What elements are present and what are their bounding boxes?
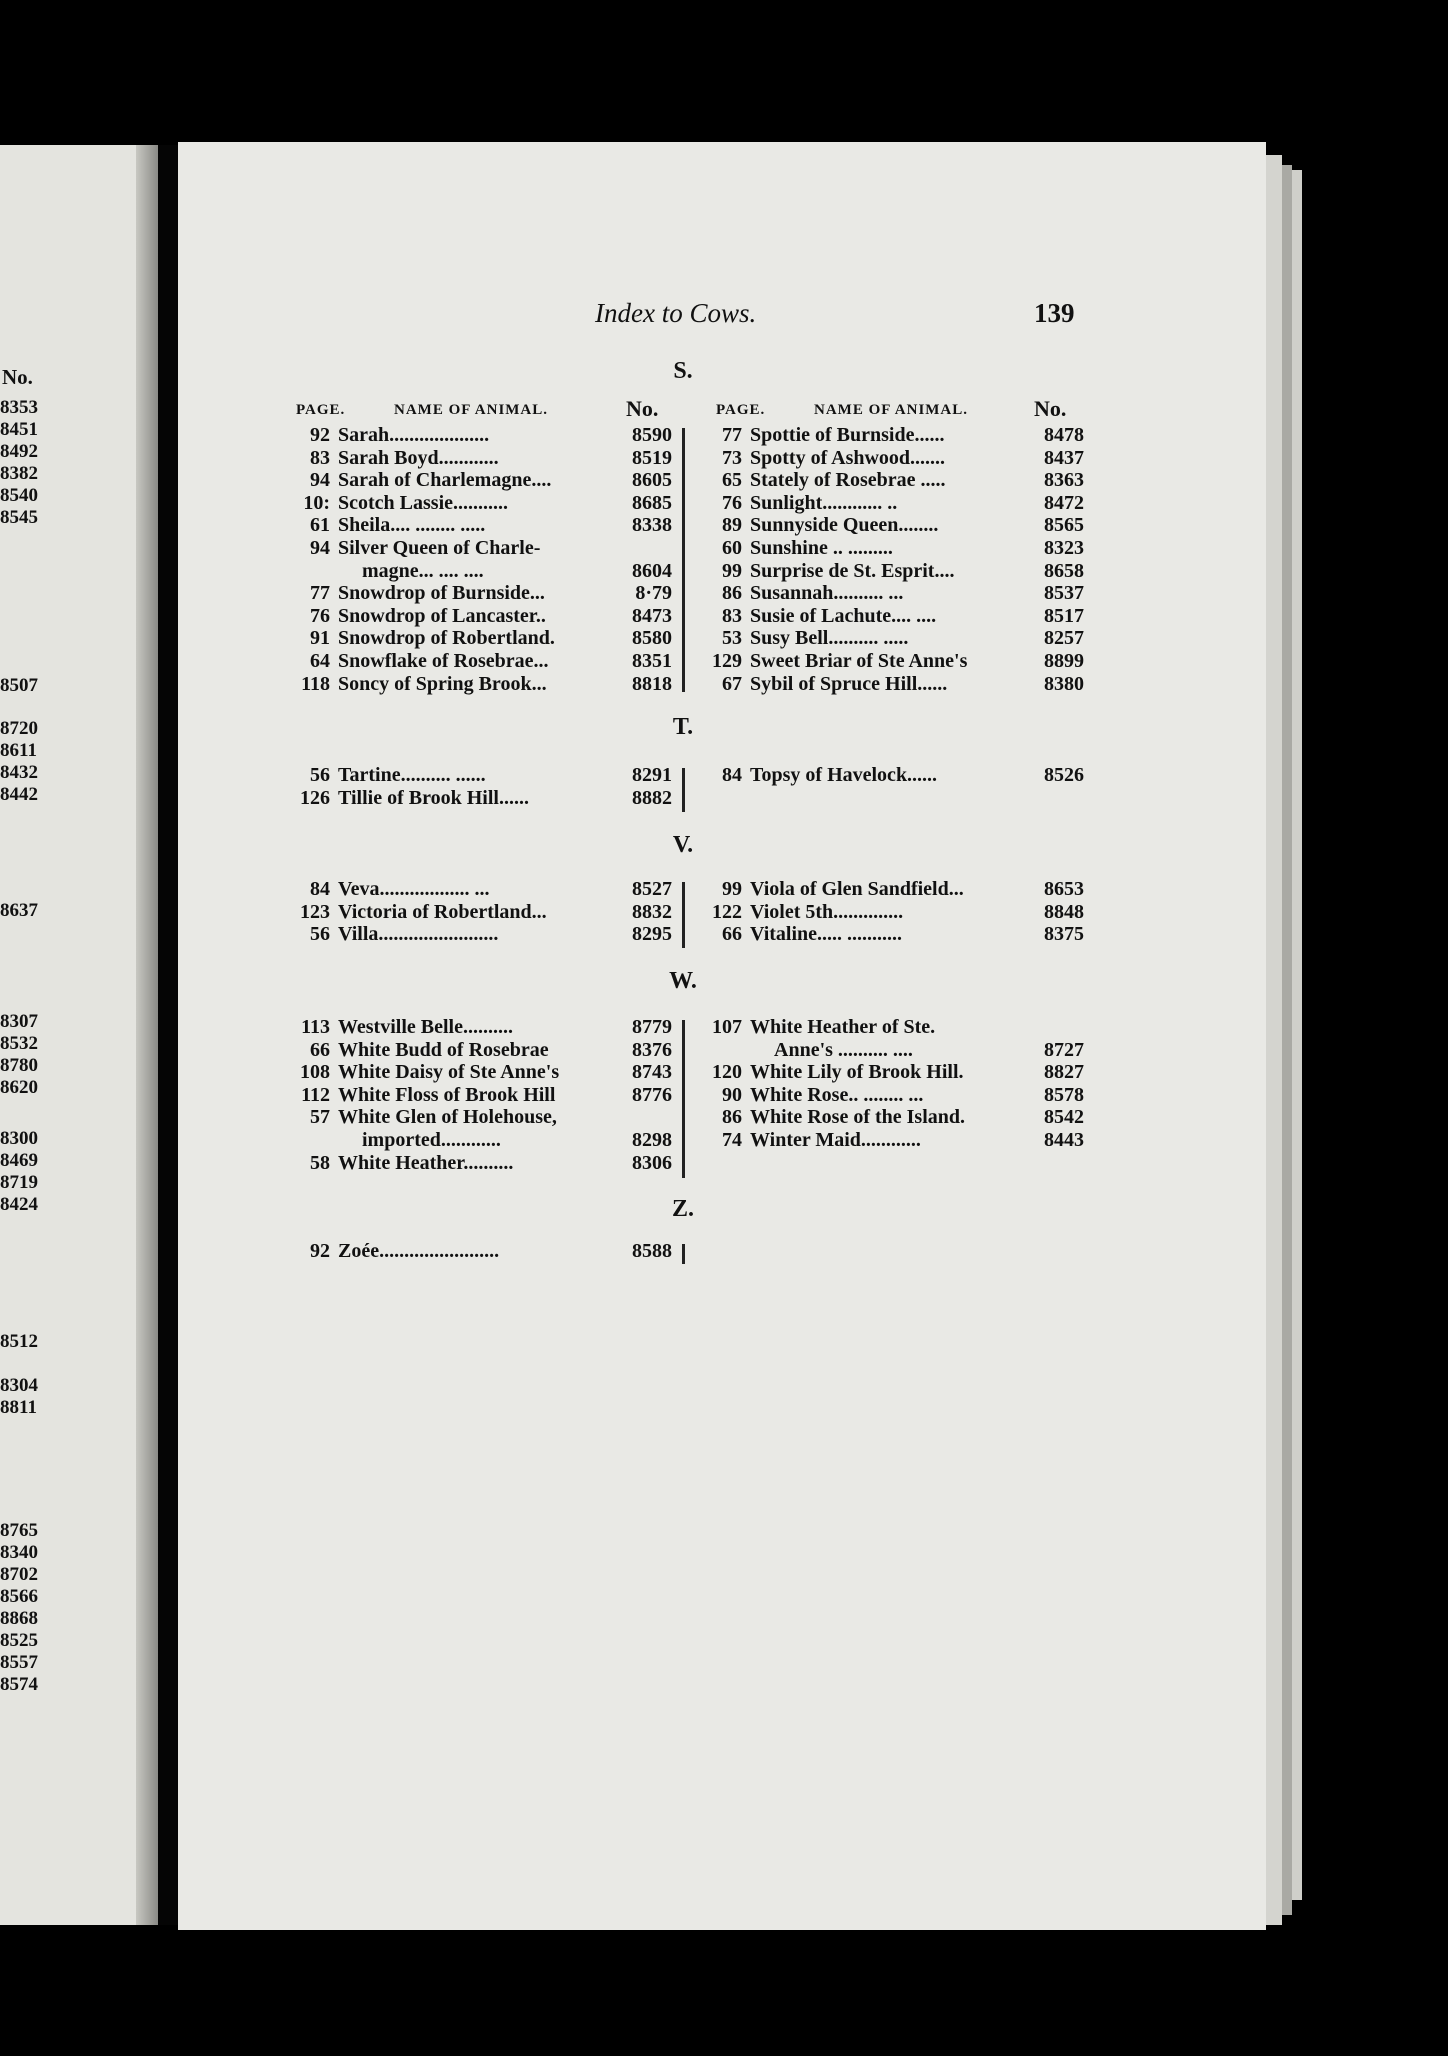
entry-herd-number: 8472 [1044,491,1084,514]
index-entry [282,424,672,447]
entry-page-ref: 83 [722,604,742,627]
entry-herd-number: 8658 [1044,559,1084,582]
entry-animal-name: White Glen of Holehouse, [338,1106,557,1129]
entry-herd-number: 8653 [1044,878,1084,900]
left-number: 8811 [0,1397,37,1418]
entry-animal-name: Snowflake of Rosebrae... [338,649,549,672]
entry-herd-number: 8473 [632,604,672,627]
index-entry [282,605,672,628]
entry-page-ref: 129 [712,649,742,672]
entry-page-ref: 77 [310,582,330,605]
left-number: 8525 [0,1630,38,1651]
entry-herd-number: 8298 [632,1128,672,1151]
index-entry [282,764,672,787]
left-number: 8780 [0,1055,38,1076]
book-spine [158,145,178,1925]
col-header-page: PAGE. [716,402,766,418]
left-number: 8507 [0,675,38,696]
left-number: 8382 [0,463,38,484]
entry-herd-number: 8537 [1044,582,1084,605]
entry-herd-number: 8604 [632,559,672,582]
entry-animal-name: Sarah.................... [338,424,490,446]
left-number: 8432 [0,762,38,783]
col-header-name: NAME OF ANIMAL. [814,402,969,418]
entry-animal-name: Viola of Glen Sandfield... [750,878,964,900]
index-entry [282,492,672,515]
index-entry [282,1240,672,1263]
left-number: 8442 [0,784,38,805]
col-header-name: NAME OF ANIMAL. [394,402,549,418]
index-entry [282,650,672,673]
entry-herd-number: 8776 [632,1083,672,1106]
entry-animal-name: Sunshine .. ......... [750,536,893,559]
entry-animal-name: imported............ [362,1128,501,1151]
left-number-group [0,397,38,529]
entry-animal-name: Tartine.......... ...... [338,764,486,786]
left-column-header: No. [2,365,33,389]
section-z-left-column [282,1240,672,1263]
entry-animal-name: Susie of Lachute.... .... [750,604,937,627]
left-number: 8637 [0,900,38,921]
section-letter-t: T. [672,714,694,740]
entry-herd-number: 8580 [632,627,672,650]
left-number: 8611 [0,740,37,761]
section-s-right-column [694,424,1084,695]
entry-page-ref: 74 [722,1128,742,1151]
entry-herd-number: 8588 [632,1240,672,1262]
col-header-page: PAGE. [296,402,346,418]
entry-animal-name: Victoria of Robertland... [338,900,547,923]
entry-herd-number: 8376 [632,1038,672,1061]
left-number-group [0,718,38,806]
entry-herd-number: 8779 [632,1016,672,1038]
entry-animal-name: White Lily of Brook Hill. [750,1061,964,1084]
index-entry [694,1106,1084,1129]
entry-herd-number: 8832 [632,900,672,923]
page-gutter [136,145,158,1925]
index-entry [694,650,1084,673]
entry-page-ref: 99 [722,559,742,582]
entry-animal-name: Susannah.......... ... [750,582,904,605]
index-entry [282,787,672,810]
entry-herd-number: 8848 [1044,900,1084,923]
entry-page-ref: 94 [310,536,330,559]
entry-page-ref: 89 [722,514,742,537]
column-divider [682,1244,685,1264]
entry-animal-name: Sunlight............ .. [750,491,898,514]
index-entry [282,1152,672,1175]
column-divider [682,428,685,692]
left-number-group [0,1520,38,1696]
entry-animal-name: Topsy of Havelock...... [750,764,938,786]
left-number: 8868 [0,1608,38,1629]
entry-page-ref: 60 [722,536,742,559]
entry-herd-number: 8323 [1044,536,1084,559]
section-t-left-column [282,764,672,809]
entry-herd-number: 8338 [632,514,672,537]
section-letter-z: Z. [671,1196,694,1222]
entry-animal-name: Sheila.... ........ ..... [338,514,486,537]
entry-animal-name: Sarah of Charlemagne.... [338,469,552,492]
entry-animal-name: Sarah Boyd............ [338,446,499,469]
left-number: 8492 [0,441,38,462]
entry-page-ref: 76 [722,491,742,514]
entry-herd-number: 8291 [632,764,672,786]
entry-animal-name: Spotty of Ashwood....... [750,446,946,469]
entry-page-ref: 107 [712,1016,742,1038]
entry-page-ref: 99 [722,878,742,900]
left-number: 8540 [0,485,38,506]
entry-page-ref: 83 [310,446,330,469]
index-entry [694,627,1084,650]
entry-herd-number: 8899 [1044,649,1084,672]
entry-animal-name: Silver Queen of Charle- [338,536,541,559]
left-number: 8451 [0,419,38,440]
left-number: 8545 [0,507,38,528]
entry-animal-name: Soncy of Spring Brook... [338,672,547,695]
entry-animal-name: Snowdrop of Burnside... [338,582,545,605]
left-number: 8300 [0,1128,38,1149]
left-number: 8307 [0,1011,38,1032]
index-entry [282,673,672,696]
entry-page-ref: 122 [712,900,742,923]
index-entry [282,447,672,470]
column-divider [682,1020,685,1178]
index-entry [694,1039,1084,1062]
entry-animal-name: Sunnyside Queen........ [750,514,939,537]
index-entry [282,1084,672,1107]
left-number: 8532 [0,1033,38,1054]
entry-herd-number: 8526 [1044,764,1084,786]
index-entry [282,923,672,946]
entry-herd-number: 8818 [632,672,672,695]
entry-page-ref: 91 [310,627,330,650]
entry-animal-name: Veva.................. ... [338,878,490,900]
section-w-left-column [282,1016,672,1174]
index-entry [282,1129,672,1152]
entry-herd-number: 8743 [632,1061,672,1084]
entry-herd-number: 8257 [1044,627,1084,650]
entry-animal-name: Anne's .......... .... [774,1038,913,1061]
column-divider [682,882,685,948]
left-number: 8702 [0,1564,38,1585]
left-number: 8512 [0,1331,38,1352]
entry-herd-number: 8443 [1044,1128,1084,1151]
entry-herd-number: 8519 [632,446,672,469]
entry-herd-number: 8882 [632,786,672,809]
running-head: Index to Cows. [595,298,757,328]
entry-page-ref: 120 [712,1061,742,1084]
entry-page-ref: 56 [310,764,330,786]
index-entry [694,1084,1084,1107]
col-header-no: No. [1034,396,1067,421]
entry-page-ref: 84 [310,878,330,900]
left-number: 8304 [0,1375,38,1396]
index-entry [694,878,1084,901]
entry-page-ref: 113 [301,1016,330,1038]
index-entry [694,605,1084,628]
index-entry [694,923,1084,946]
entry-animal-name: White Budd of Rosebrae [338,1038,549,1061]
page-edge [1266,155,1282,1925]
entry-animal-name: White Rose of the Island. [750,1106,966,1129]
index-entry [694,560,1084,583]
entry-herd-number: 8478 [1044,424,1084,446]
entry-herd-number: 8590 [632,424,672,446]
entry-page-ref: 123 [300,900,330,923]
entry-page-ref: 56 [310,923,330,946]
entry-page-ref: 86 [722,582,742,605]
entry-animal-name: magne... .... .... [362,559,484,582]
left-number: 8719 [0,1172,38,1193]
entry-page-ref: 90 [722,1083,742,1106]
entry-animal-name: Sweet Briar of Ste Anne's [750,649,968,672]
index-entry [282,1039,672,1062]
left-number: 8620 [0,1077,38,1098]
entry-herd-number: 8351 [632,649,672,672]
entry-page-ref: 84 [722,764,742,786]
entry-page-ref: 64 [310,649,330,672]
entry-herd-number: 8306 [632,1151,672,1174]
entry-herd-number: 8·79 [635,582,672,605]
entry-page-ref: 92 [310,424,330,446]
entry-page-ref: 66 [722,923,742,946]
left-number: 8566 [0,1586,38,1607]
entry-page-ref: 92 [310,1240,330,1262]
entry-animal-name: White Daisy of Ste Anne's [338,1061,560,1084]
index-entry [694,424,1084,447]
entry-page-ref: 61 [310,514,330,537]
entry-page-ref: 94 [310,469,330,492]
entry-animal-name: Tillie of Brook Hill...... [338,786,529,809]
entry-animal-name: Sybil of Spruce Hill...... [750,672,948,695]
index-entry [282,560,672,583]
section-letter-s: S. [673,358,693,384]
entry-animal-name: Westville Belle.......... [338,1016,513,1038]
left-number-group [0,1011,38,1099]
entry-animal-name: Snowdrop of Lancaster.. [338,604,546,627]
entry-animal-name: Scotch Lassie........... [338,491,508,514]
entry-page-ref: 73 [722,446,742,469]
index-entry [694,492,1084,515]
index-entry [282,878,672,901]
index-entry [694,1016,1084,1039]
index-entry [282,469,672,492]
entry-page-ref: 112 [301,1083,330,1106]
left-number: 8353 [0,397,38,418]
index-entry [694,1061,1084,1084]
section-letter-v: V. [672,832,694,858]
index-entry [694,673,1084,696]
entry-animal-name: Surprise de St. Esprit.... [750,559,955,582]
entry-page-ref: 53 [722,627,742,650]
entry-herd-number: 8363 [1044,469,1084,492]
page-number: 139 [1034,298,1075,328]
section-w-right-column [694,1016,1084,1152]
left-number: 8469 [0,1150,38,1171]
entry-page-ref: 58 [310,1151,330,1174]
index-entry [282,1016,672,1039]
entry-page-ref: 10: [303,491,330,514]
section-letter-w: W. [669,968,697,994]
index-entry [694,901,1084,924]
section-t-right-column [694,764,1084,787]
entry-page-ref: 67 [722,672,742,695]
entry-animal-name: Violet 5th.............. [750,900,904,923]
index-entry [282,537,672,560]
entry-page-ref: 86 [722,1106,742,1129]
index-entry [694,582,1084,605]
entry-herd-number: 8527 [632,878,672,900]
left-number: 8765 [0,1520,38,1541]
section-s-left-column [282,424,672,695]
entry-herd-number: 8517 [1044,604,1084,627]
left-number: 8424 [0,1194,38,1215]
entry-animal-name: White Rose.. ........ ... [750,1083,924,1106]
left-number: 8574 [0,1674,38,1695]
entry-animal-name: White Heather of Ste. [750,1016,936,1038]
entry-animal-name: Susy Bell.......... ..... [750,627,909,650]
entry-page-ref: 66 [310,1038,330,1061]
page-edge [1292,170,1302,1900]
index-entry [282,627,672,650]
entry-herd-number: 8380 [1044,672,1084,695]
index-entry [694,469,1084,492]
entry-animal-name: White Floss of Brook Hill [338,1083,556,1106]
entry-herd-number: 8375 [1044,923,1084,946]
section-v-left-column [282,878,672,946]
entry-page-ref: 76 [310,604,330,627]
entry-animal-name: Spottie of Burnside...... [750,424,945,446]
entry-animal-name: Vitaline..... ........... [750,923,903,946]
entry-animal-name: Villa........................ [338,923,499,946]
index-entry [694,514,1084,537]
entry-page-ref: 108 [300,1061,330,1084]
index-entry [282,1061,672,1084]
entry-animal-name: Stately of Rosebrae ..... [750,469,946,492]
index-entry [694,764,1084,787]
index-entry [282,1106,672,1129]
entry-animal-name: White Heather.......... [338,1151,514,1174]
entry-herd-number: 8295 [632,923,672,946]
left-number-group [0,1375,38,1419]
entry-herd-number: 8578 [1044,1083,1084,1106]
index-entry [282,901,672,924]
entry-herd-number: 8727 [1044,1038,1084,1061]
index-entry [694,1129,1084,1152]
entry-animal-name: Snowdrop of Robertland. [338,627,555,650]
entry-page-ref: 65 [722,469,742,492]
entry-herd-number: 8542 [1044,1106,1084,1129]
entry-herd-number: 8827 [1044,1061,1084,1084]
col-header-no: No. [626,396,659,421]
entry-page-ref: 77 [722,424,742,446]
page-edge [1282,165,1292,1915]
entry-page-ref: 57 [310,1106,330,1129]
left-page-fragment [0,145,158,1925]
index-entry [282,582,672,605]
index-entry [694,447,1084,470]
left-number: 8720 [0,718,38,739]
column-divider [682,768,685,812]
left-number: 8340 [0,1542,38,1563]
index-entry [694,537,1084,560]
left-number: 8557 [0,1652,38,1673]
entry-animal-name: Winter Maid............ [750,1128,921,1151]
entry-page-ref: 118 [301,672,330,695]
index-entry [282,514,672,537]
entry-page-ref: 126 [300,786,330,809]
entry-herd-number: 8685 [632,491,672,514]
left-number-group [0,1128,38,1216]
entry-animal-name: Zoée........................ [338,1240,500,1262]
entry-herd-number: 8565 [1044,514,1084,537]
entry-herd-number: 8437 [1044,446,1084,469]
entry-herd-number: 8605 [632,469,672,492]
section-v-right-column [694,878,1084,946]
